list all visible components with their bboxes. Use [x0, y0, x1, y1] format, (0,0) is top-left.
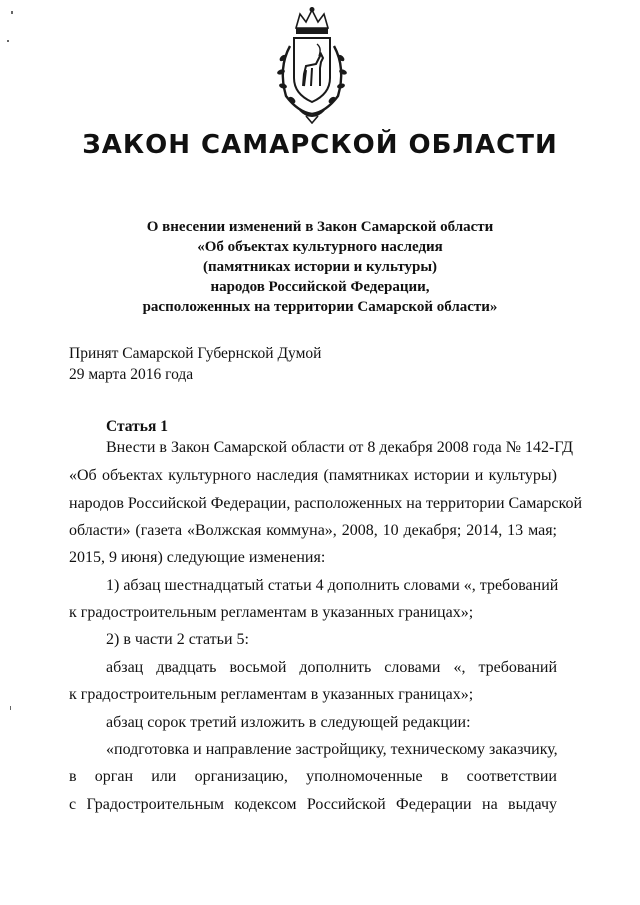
- law-subtitle: [90, 217, 550, 317]
- body-line: абзац сорок третий изложить в следующей редакции:: [106, 714, 471, 731]
- body-line: «Об объектах культурного наследия (памятниках истории и культуры): [69, 467, 557, 484]
- body-line: Внести в Закон Самарской области от 8 декабря 2008 года № 142-ГД: [106, 439, 574, 456]
- samara-coat-of-arms-icon: [262, 6, 362, 124]
- body-line: к градостроительным регламентам в указанных границах»;: [69, 686, 474, 703]
- scan-speck: [10, 706, 11, 710]
- body-line: 2015, 9 июня) следующие изменения:: [69, 549, 326, 566]
- adoption-info: [69, 343, 321, 385]
- law-title: ЗАКОН САМАРСКОЙ ОБЛАСТИ: [82, 130, 558, 160]
- scan-speck: [11, 11, 13, 14]
- body-line: 2) в части 2 статьи 5:: [106, 631, 249, 648]
- body-line: абзац двадцать восьмой дополнить словами «, требований: [106, 659, 557, 676]
- body-line: «подготовка и направление застройщику, техническому заказчику,: [106, 741, 558, 758]
- body-line: 1) абзац шестнадцатый статьи 4 дополнить словами «, требований: [106, 577, 559, 594]
- subtitle-line: «Об объектах культурного наследия: [197, 239, 443, 255]
- subtitle-line: народов Российской Федерации,: [210, 279, 430, 295]
- body-line: к градостроительным регламентам в указанных границах»;: [69, 604, 474, 621]
- subtitle-line: (памятниках истории и культуры): [202, 259, 438, 275]
- body-line: области» (газета «Волжская коммуна», 2008, 10 декабря; 2014, 13 мая;: [69, 522, 557, 539]
- article-heading: Статья 1: [106, 418, 168, 435]
- subtitle-line: расположенных на территории Самарской области»: [142, 299, 498, 315]
- adoption-body: Принят Самарской Губернской Думой: [69, 345, 322, 362]
- body-line: народов Российской Федерации, расположенных на территории Самарской: [69, 495, 583, 512]
- scan-speck: [7, 40, 9, 42]
- subtitle-line: О внесении изменений в Закон Самарской области: [146, 219, 494, 235]
- body-line: в орган или организацию, уполномоченные в соответствии: [69, 768, 557, 785]
- body-line: с Градостроительным кодексом Российской Федерации на выдачу: [69, 796, 557, 813]
- adoption-date: 29 марта 2016 года: [69, 366, 194, 383]
